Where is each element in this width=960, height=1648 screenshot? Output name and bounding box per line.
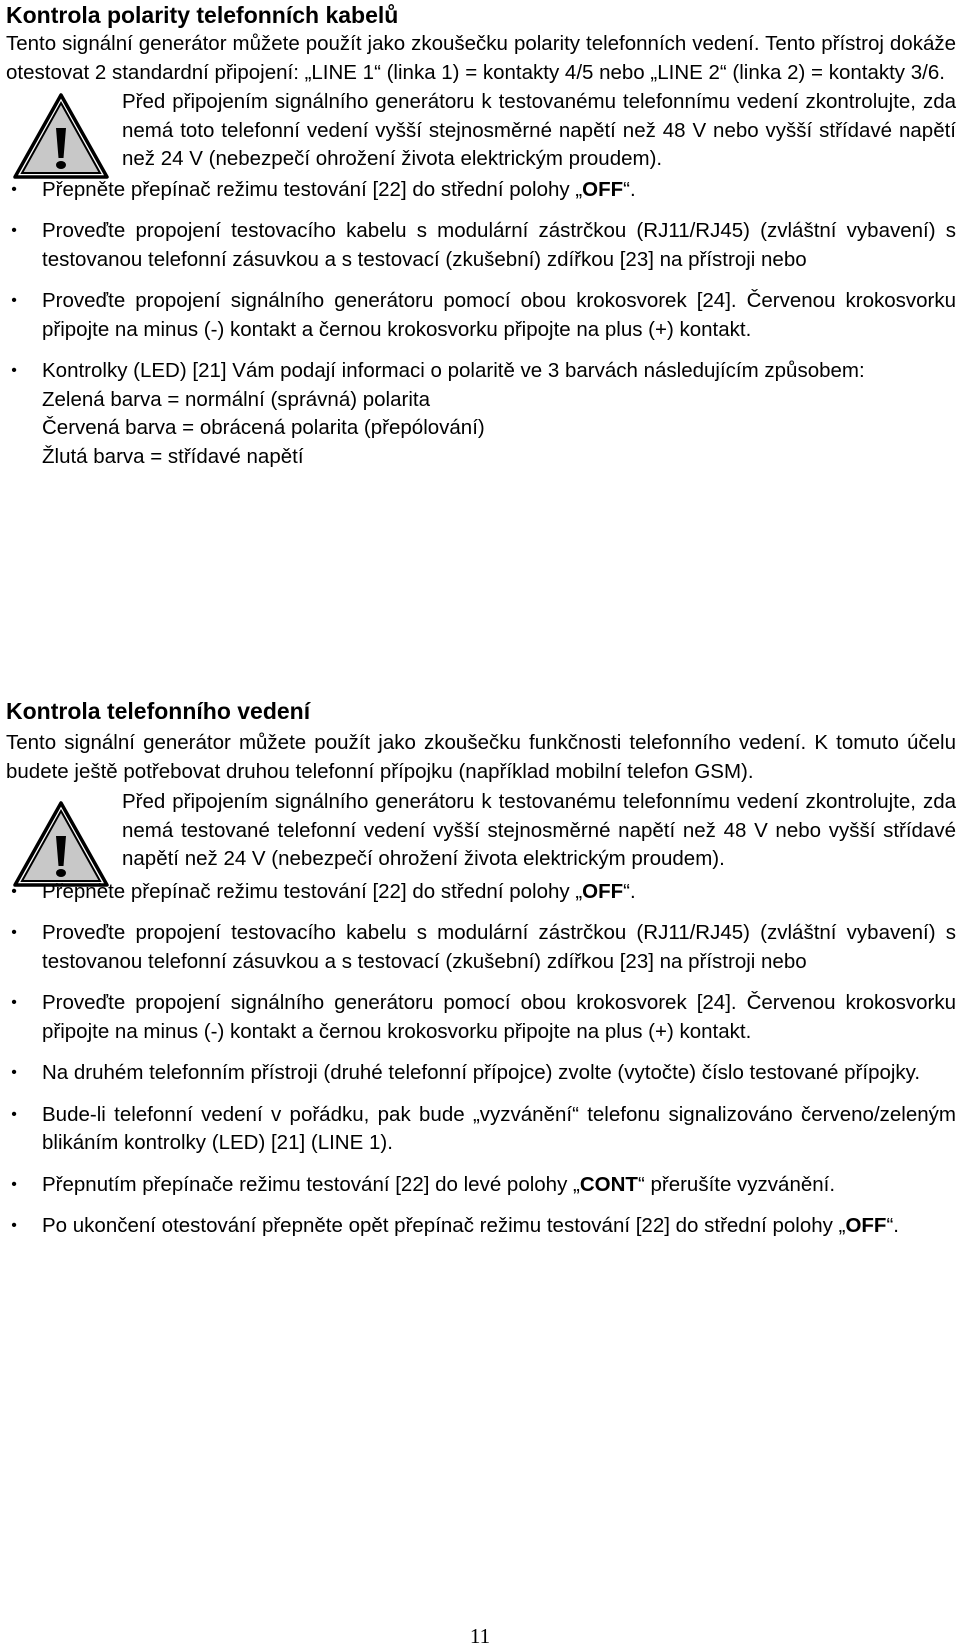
list-item: • Po ukončení otestování přepněte opět přepínač režimu testování [22] do střední polohy „OFF“.	[6, 1212, 956, 1241]
list-item: • Na druhém telefonním přístroji (druhé telefonní přípojce) zvolte (vytočte) číslo testované přípojky.	[6, 1059, 956, 1088]
section-line-test	[6, 696, 956, 1241]
warning-text: Před připojením signálního generátoru k testovanému telefonnímu vedení zkontrolujte, zda nemá toto telefonní vedení vyšší stejnosměrné napětí než 48 V nebo vyšší střídavé napětí než 24 V (nebezpečí ohrožení života elektrickým proudem).	[122, 90, 956, 170]
bullet-icon: •	[11, 924, 17, 941]
switch-position-label: OFF	[845, 1214, 887, 1237]
warning-triangle-icon	[12, 800, 110, 888]
section-heading: Kontrola polarity telefonních kabelů	[6, 2, 399, 28]
list-item: • Kontrolky (LED) [21] Vám podají informaci o polaritě ve 3 barvách následujícím způsobem: Zelená barva = normální (správná) polarita Červená barva = obrácená polarita (přepólování) Žlutá barva = střídavé napětí	[6, 357, 956, 471]
list-item: • Proveďte propojení signálního generátoru pomocí obou krokosvorek [24]. Červenou krokosvorku připojte na minus (-) kontakt a černou krokosvorku připojte na plus (+) kontakt.	[6, 287, 956, 344]
list-item: • Bude-li telefonní vedení v pořádku, pak bude „vyzvánění“ telefonu signalizováno červeno/zeleným blikáním kontrolky (LED) [21] (LINE 1).	[6, 1101, 956, 1158]
page-number: 11	[469, 1624, 491, 1648]
switch-position-label: CONT	[579, 1172, 638, 1196]
switch-position-label: OFF	[582, 879, 624, 903]
switch-position-label: OFF	[582, 177, 624, 201]
section-intro: Tento signální generátor můžete použít jako zkoušečku polarity telefonních vedení. Tento přístroj dokáže otestovat 2 standardní připojení: „LINE 1“ (linka 1) = kontakty 4/5 nebo „LINE 2“ (linka 2) = kontakty 3/6.	[6, 32, 956, 84]
warning-text: Před připojením signálního generátoru k testovanému telefonnímu vedení zkontrolujte, zda nemá testované telefonní vedení vyšší stejnosměrné napětí než 48 V nebo vyšší střídavé napětí než 24 V (nebezpečí ohrožení života elektrickým proudem).	[122, 790, 956, 870]
bullet-icon: •	[11, 1217, 17, 1234]
bullet-icon: •	[11, 1105, 17, 1123]
bullet-icon: •	[11, 882, 17, 900]
led-yellow-line: Žlutá barva = střídavé napětí	[42, 444, 304, 468]
section-polarity	[6, 0, 956, 471]
bullet-icon: •	[11, 1175, 17, 1193]
warning-triangle-icon	[12, 92, 110, 180]
instruction-list	[6, 176, 956, 472]
bullet-icon: •	[11, 180, 17, 198]
list-item: • Přepněte přepínač režimu testování [22] do střední polohy „OFF“.	[6, 176, 956, 205]
list-item: • Přepněte přepínač režimu testování [22] do střední polohy „OFF“.	[6, 878, 956, 907]
bullet-icon: •	[11, 292, 17, 309]
instruction-list	[6, 878, 956, 1241]
list-item: • Proveďte propojení testovacího kabelu s modulární zástrčkou (RJ11/RJ45) (zvláštní vybavení) s testovanou telefonní zásuvkou a s testovací (zkušební) zdířkou [23] na přístroji nebo	[6, 217, 956, 274]
warning-block	[6, 788, 956, 874]
bullet-icon: •	[11, 1064, 17, 1081]
bullet-icon: •	[11, 362, 17, 379]
bullet-icon: •	[11, 994, 17, 1011]
led-green-line: Zelená barva = normální (správná) polarita	[42, 387, 430, 411]
list-item: • Proveďte propojení testovacího kabelu s modulární zástrčkou (RJ11/RJ45) (zvláštní vybavení) s testovanou telefonní zásuvkou a s testovací (zkušební) zdířkou [23] na přístroji nebo	[6, 919, 956, 976]
led-red-line: Červená barva = obrácená polarita (přepólování)	[42, 416, 485, 439]
list-item: • Přepnutím přepínače režimu testování [22] do levé polohy „CONT“ přerušíte vyzvánění.	[6, 1171, 956, 1200]
list-item: • Proveďte propojení signálního generátoru pomocí obou krokosvorek [24]. Červenou krokosvorku připojte na minus (-) kontakt a černou krokosvorku připojte na plus (+) kontakt.	[6, 989, 956, 1046]
bullet-icon: •	[11, 222, 17, 239]
section-heading: Kontrola telefonního vedení	[6, 698, 311, 724]
warning-block	[6, 88, 956, 174]
section-intro: Tento signální generátor můžete použít jako zkoušečku funkčnosti telefonního vedení. K tomuto účelu budete ještě potřebovat druhou telefonní přípojku (například mobilní telefon GSM).	[6, 731, 956, 783]
